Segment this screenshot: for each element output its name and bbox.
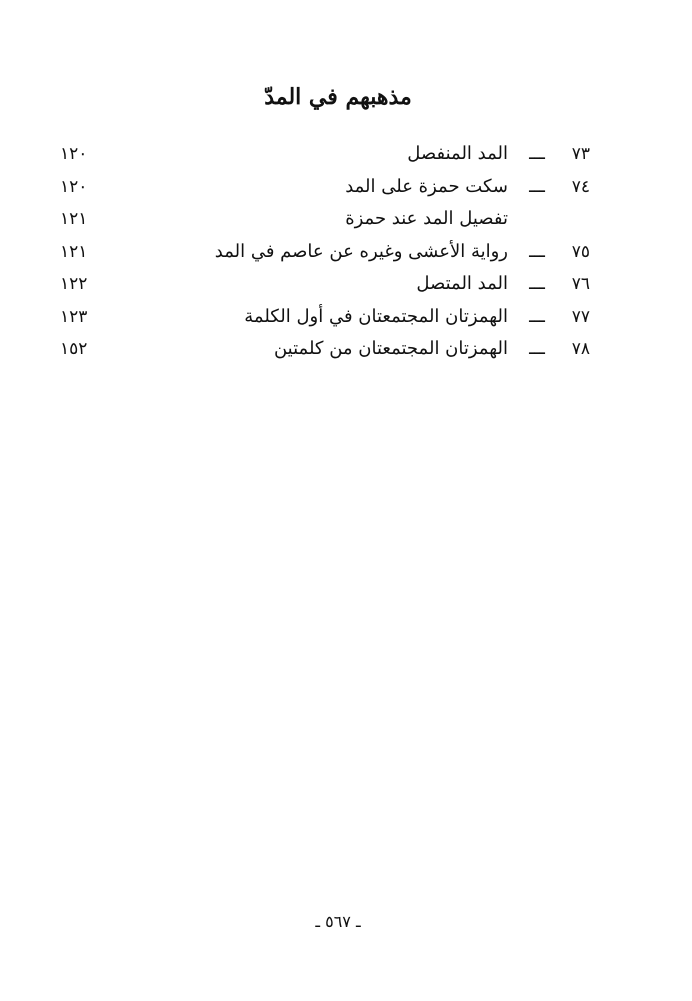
- toc-row-75: [60, 236, 590, 269]
- entry-title: الهمزتان المجتمعتان من كلمتين: [273, 338, 508, 359]
- entry-page-number: ١٢٢: [60, 274, 88, 294]
- footer-page-number: ـ ٥٦٧ ـ: [315, 912, 361, 931]
- entry-title: المد المنفصل: [407, 143, 508, 164]
- entry-number: ٧٥: [571, 241, 590, 262]
- entry-title: المد المتصل: [416, 273, 508, 294]
- entry-title: تفصيل المد عند حمزة: [345, 208, 508, 229]
- entry-page-number: ١٢٠: [60, 176, 88, 197]
- entry-title: رواية الأعشى وغيره عن عاصم في المد: [214, 240, 508, 262]
- entry-title: الهمزتان المجتمعتان في أول الكلمة: [244, 305, 508, 327]
- entry-title: سكت حمزة على المد: [345, 175, 508, 197]
- entry-page-number: ١٢٠: [60, 144, 88, 164]
- entry-dash: ـــ: [529, 240, 545, 262]
- toc-row-78: [60, 333, 590, 366]
- entry-number: ٧٦: [571, 274, 590, 294]
- table-of-contents: [60, 138, 590, 366]
- toc-row-sub: [60, 203, 590, 236]
- page-footer: [0, 912, 692, 931]
- toc-row-74: [60, 171, 590, 204]
- entry-number: ٧٤: [571, 176, 590, 197]
- entry-dash: ـــ: [529, 273, 545, 294]
- entry-dash: ـــ: [529, 143, 545, 164]
- entry-page-number: ١٢١: [60, 241, 88, 262]
- entry-page-number: ١٢١: [60, 209, 88, 229]
- section-title-text: مذهبهم في المدّ: [264, 84, 412, 110]
- entry-number: ٧٧: [571, 306, 590, 327]
- entry-page-number: ١٢٣: [60, 306, 88, 327]
- entry-dash: ـــ: [529, 175, 545, 197]
- section-title: [0, 84, 692, 110]
- toc-row-73: [60, 138, 590, 171]
- entry-number: ٧٣: [571, 144, 590, 164]
- toc-row-76: [60, 268, 590, 301]
- entry-dash: ـــ: [529, 338, 545, 359]
- entry-page-number: ١٥٢: [60, 339, 88, 359]
- entry-dash: ـــ: [529, 305, 545, 327]
- toc-row-77: [60, 301, 590, 334]
- entry-number: ٧٨: [571, 339, 590, 359]
